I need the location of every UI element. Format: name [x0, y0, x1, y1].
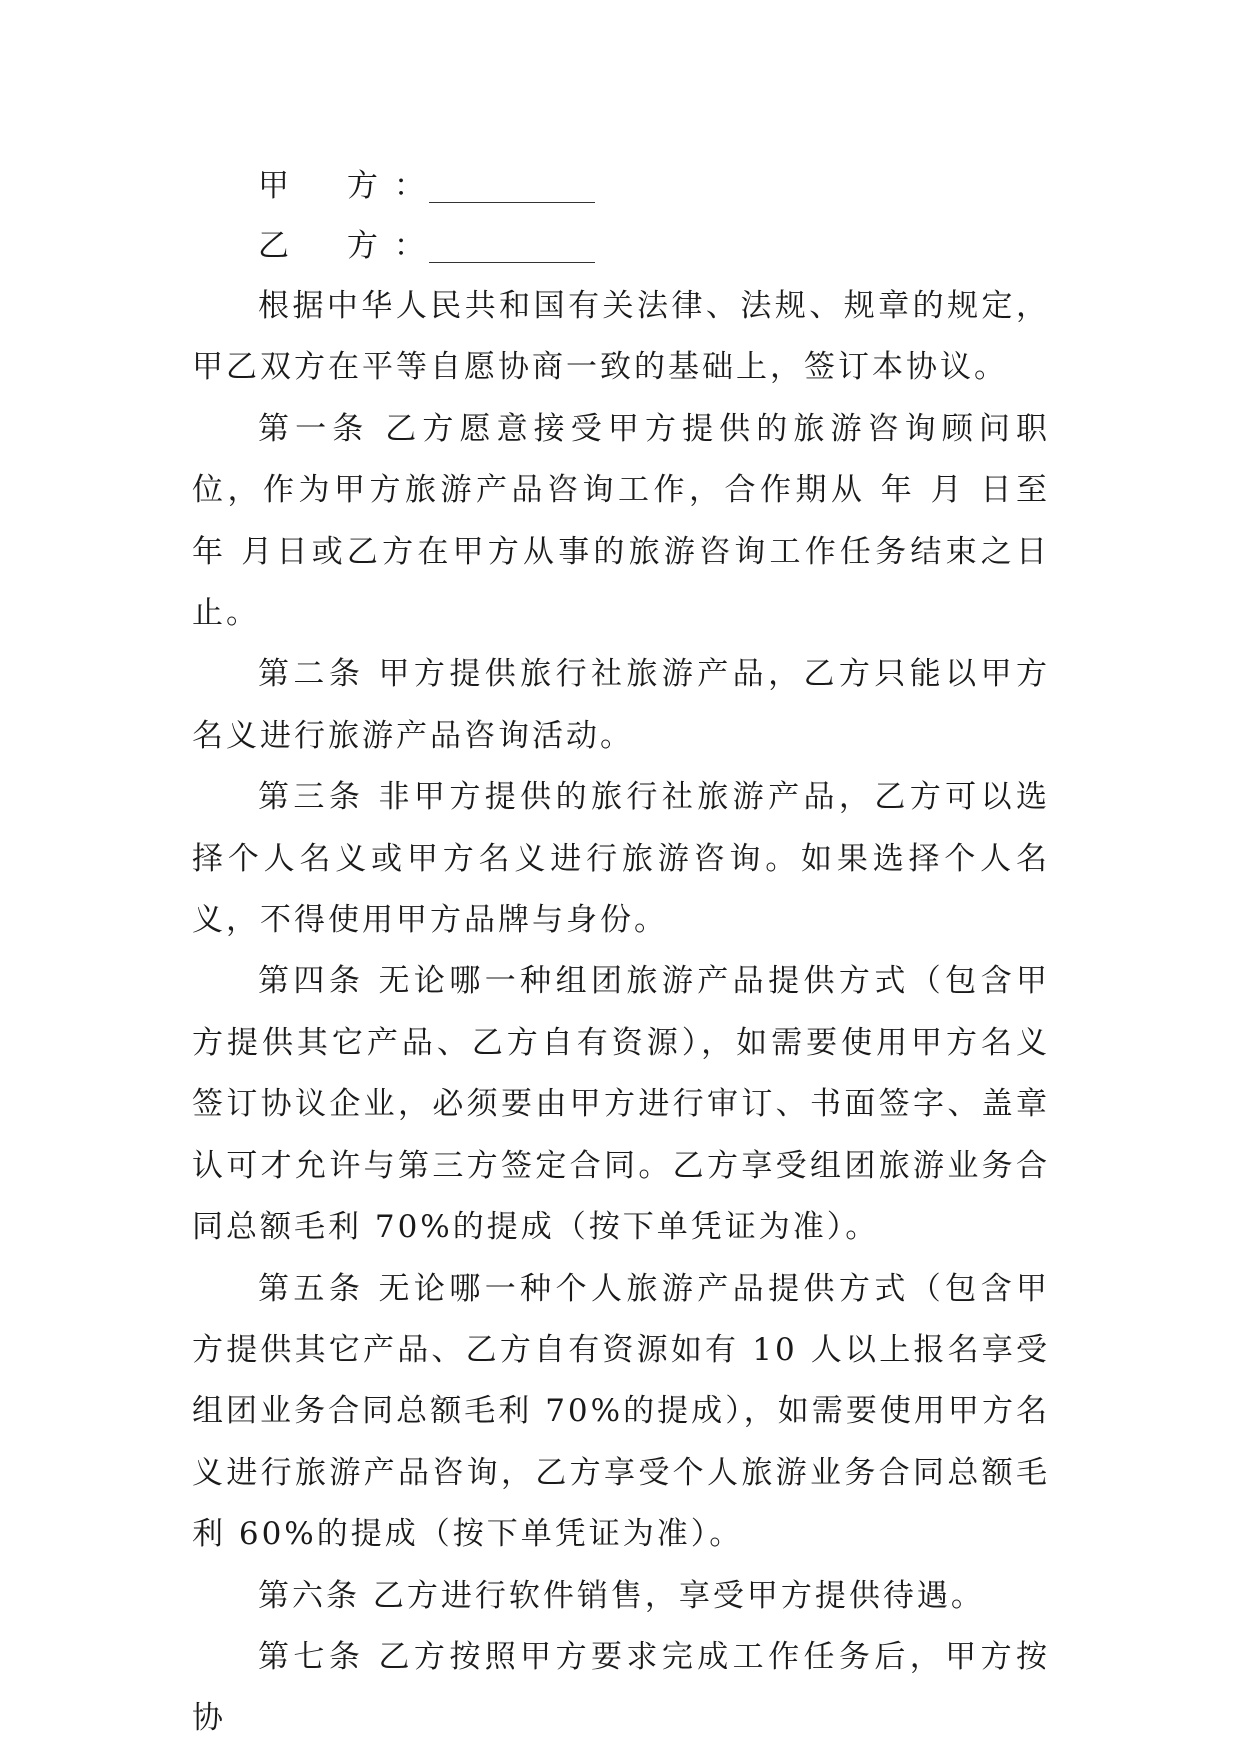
- article-4-paragraph: 第四条 无论哪一种组团旅游产品提供方式（包含甲方提供其它产品、乙方自有资源），如需要使用甲方名义签订协议企业，必须要由甲方进行审订、书面签字、盖章认可才允许与第三方签定合同。乙方享受组团旅游业务合同总额毛利 70%的提成（按下单凭证为准）。: [192, 963, 1050, 1246]
- agreement-body: [192, 156, 1050, 1750]
- party-b-line: [192, 216, 1050, 276]
- preamble-paragraph: 根据中华人民共和国有关法律、法规、规章的规定，甲乙双方在平等自愿协商一致的基础上，签订本协议。: [192, 288, 1050, 386]
- party-a-blank-line: [429, 172, 595, 203]
- party-a-line: [192, 156, 1050, 216]
- article-5-paragraph: 第五条 无论哪一种个人旅游产品提供方式（包含甲方提供其它产品、乙方自有资源如有 10 人以上报名享受组团业务合同总额毛利 70%的提成），如需要使用甲方名义进行旅游产品咨询，乙方享受个人旅游业务合同总额毛利 60%的提成（按下单凭证为准）。: [192, 1270, 1050, 1553]
- article-2-paragraph: 第二条 甲方提供旅行社旅游产品，乙方只能以甲方名义进行旅游产品咨询活动。: [192, 656, 1050, 754]
- article-7-paragraph: 第七条 乙方按照甲方要求完成工作任务后，甲方按协: [192, 1638, 1050, 1737]
- article-6-paragraph: 第六条 乙方进行软件销售，享受甲方提供待遇。: [258, 1577, 985, 1614]
- party-a-label: 甲 方: [258, 168, 402, 204]
- party-b-colon: ：: [393, 228, 425, 264]
- party-b-label: 乙 方: [258, 228, 402, 264]
- article-1-paragraph: 第一条 乙方愿意接受甲方提供的旅游咨询顾问职位，作为甲方旅游产品咨询工作，合作期从 年 月 日至 年 月日或乙方在甲方从事的旅游咨询工作任务结束之日止。: [192, 410, 1050, 632]
- party-a-colon: ：: [393, 168, 425, 204]
- party-b-blank-line: [429, 232, 595, 263]
- article-3-paragraph: 第三条 非甲方提供的旅行社旅游产品，乙方可以选择个人名义或甲方名义进行旅游咨询。如果选择个人名义，不得使用甲方品牌与身份。: [192, 779, 1050, 939]
